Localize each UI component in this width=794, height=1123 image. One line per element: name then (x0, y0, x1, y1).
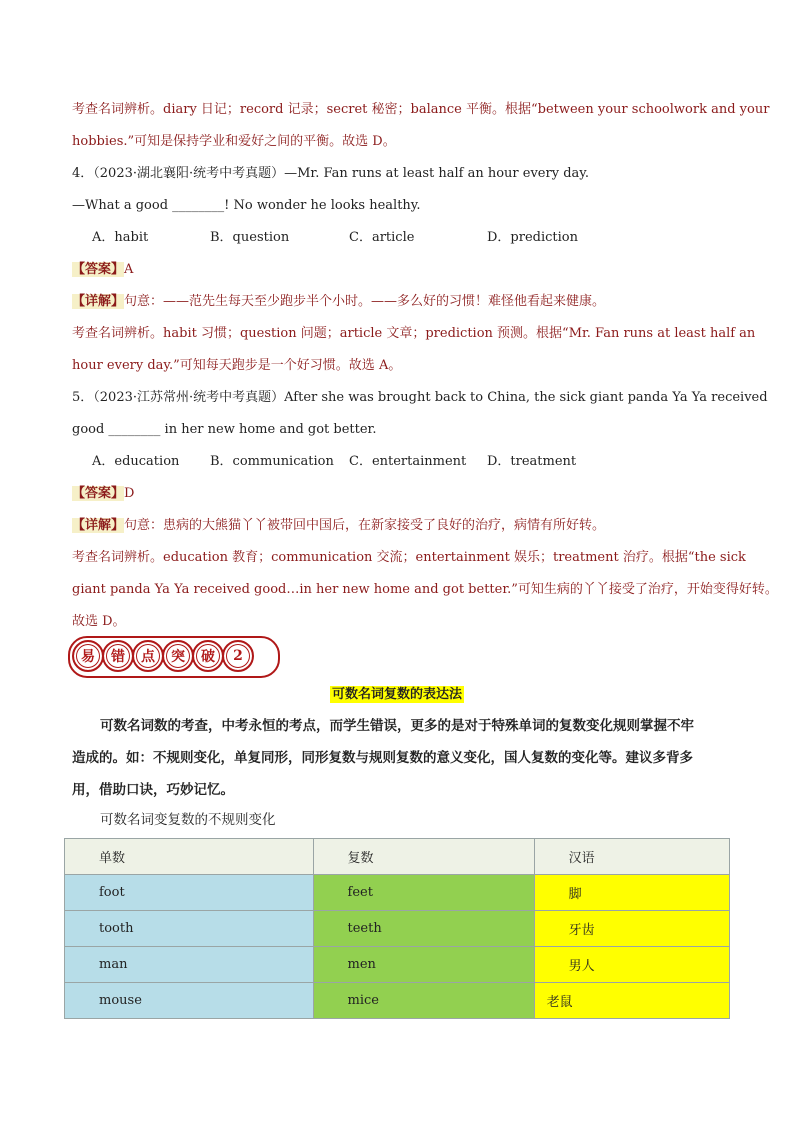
q4-stem-line2: —What a good ________! No wonder he looks healthy. (72, 198, 421, 213)
irregular-plural-table (64, 838, 730, 1019)
q5-detail-text: 句意：患病的大熊猫丫丫被带回中国后，在新家接受了良好的治疗，病情有所好转。 (124, 518, 606, 533)
header-chinese: 汉语 (534, 839, 729, 875)
banner-char: 破 (192, 640, 224, 672)
q5-detail-line1 (72, 516, 605, 536)
table-caption: 可数名词变复数的不规则变化 (100, 812, 276, 828)
cell-plural: teeth (313, 911, 534, 947)
q4-answer (72, 260, 133, 280)
q3-detail-line2: hobbies.”可知是保持学业和爱好之间的平衡。故选 D。 (72, 134, 396, 149)
answer-tag: 【答案】 (72, 486, 125, 501)
q5-option-a: A．education (92, 454, 180, 469)
detail-tag: 【详解】 (72, 294, 125, 309)
banner-char: 易 (72, 640, 104, 672)
q4-detail-line3: hour every day.”可知每天跑步是一个好习惯。故选 A。 (72, 358, 402, 373)
q5-answer-value: D (124, 486, 135, 501)
q5-option-c: C．entertainment (349, 454, 467, 469)
intro-line3: 用，借助口诀，巧妙记忆。 (72, 782, 234, 798)
q4-detail-text: 句意：——范先生每天至少跑步半个小时。——多么好的习惯！难怪他看起来健康。 (124, 294, 606, 309)
cell-singular: tooth (65, 911, 314, 947)
q5-detail-line4: 故选 D。 (72, 614, 126, 629)
table-row (65, 911, 730, 947)
q5-stem-line1: 5．（2023·江苏常州·统考中考真题）After she was brought back to China, the sick giant panda Ya Ya received (72, 390, 768, 405)
cell-singular: mouse (65, 983, 314, 1019)
q5-option-d: D．treatment (487, 454, 577, 469)
header-plural: 复数 (313, 839, 534, 875)
table-header-row (65, 839, 730, 875)
banner-char: 突 (162, 640, 194, 672)
cell-plural: men (313, 947, 534, 983)
q5-stem-line2: good ________ in her new home and got better. (72, 422, 377, 437)
q4-option-c: C．article (349, 230, 415, 245)
cell-chinese: 男人 (534, 947, 729, 983)
cell-singular: foot (65, 875, 314, 911)
header-singular: 单数 (65, 839, 314, 875)
q4-option-b: B．question (210, 230, 290, 245)
section-title-text: 可数名词复数的表达法 (331, 687, 462, 702)
detail-tag: 【详解】 (72, 518, 125, 533)
section-banner (72, 640, 252, 670)
cell-singular: man (65, 947, 314, 983)
banner-char: 点 (132, 640, 164, 672)
table-row (65, 983, 730, 1019)
q4-option-d: D．prediction (487, 230, 578, 245)
q5-detail-line2: 考查名词辨析。education 教育；communication 交流；entertainment 娱乐；treatment 治疗。根据“the sick (72, 550, 746, 565)
q5-detail-line3: giant panda Ya Ya received good…in her new home and got better.”可知生病的丫丫接受了治疗，开始变得好转。 (72, 582, 778, 597)
answer-tag: 【答案】 (72, 262, 125, 277)
section-title (0, 683, 794, 702)
cell-plural: feet (313, 875, 534, 911)
table-row (65, 947, 730, 983)
banner-char: 错 (102, 640, 134, 672)
q5-answer (72, 484, 134, 504)
q3-detail-line1: 考查名词辨析。diary 日记；record 记录；secret 秘密；balance 平衡。根据“between your schoolwork and your (72, 102, 770, 117)
intro-line2: 造成的。如：不规则变化，单复同形，同形复数与规则复数的意义变化，国人复数的变化等。建议多背多 (72, 750, 693, 766)
cell-plural: mice (313, 983, 534, 1019)
cell-chinese: 牙齿 (534, 911, 729, 947)
banner-number: 2 (222, 640, 254, 672)
table-row (65, 875, 730, 911)
q4-answer-value: A (124, 262, 134, 277)
q4-detail-line1 (72, 292, 605, 312)
cell-chinese: 老鼠 (534, 983, 729, 1019)
cell-chinese: 脚 (534, 875, 729, 911)
intro-line1: 可数名词数的考查，中考永恒的考点，而学生错误，更多的是对于特殊单词的复数变化规则掌握不牢 (100, 718, 694, 734)
q5-option-b: B．communication (210, 454, 334, 469)
q4-stem-line1: 4．（2023·湖北襄阳·统考中考真题）—Mr. Fan runs at least half an hour every day. (72, 166, 590, 181)
q4-detail-line2: 考查名词辨析。habit 习惯；question 问题；article 文章；prediction 预测。根据“Mr. Fan runs at least half an (72, 326, 756, 341)
q4-option-a: A．habit (92, 230, 149, 245)
